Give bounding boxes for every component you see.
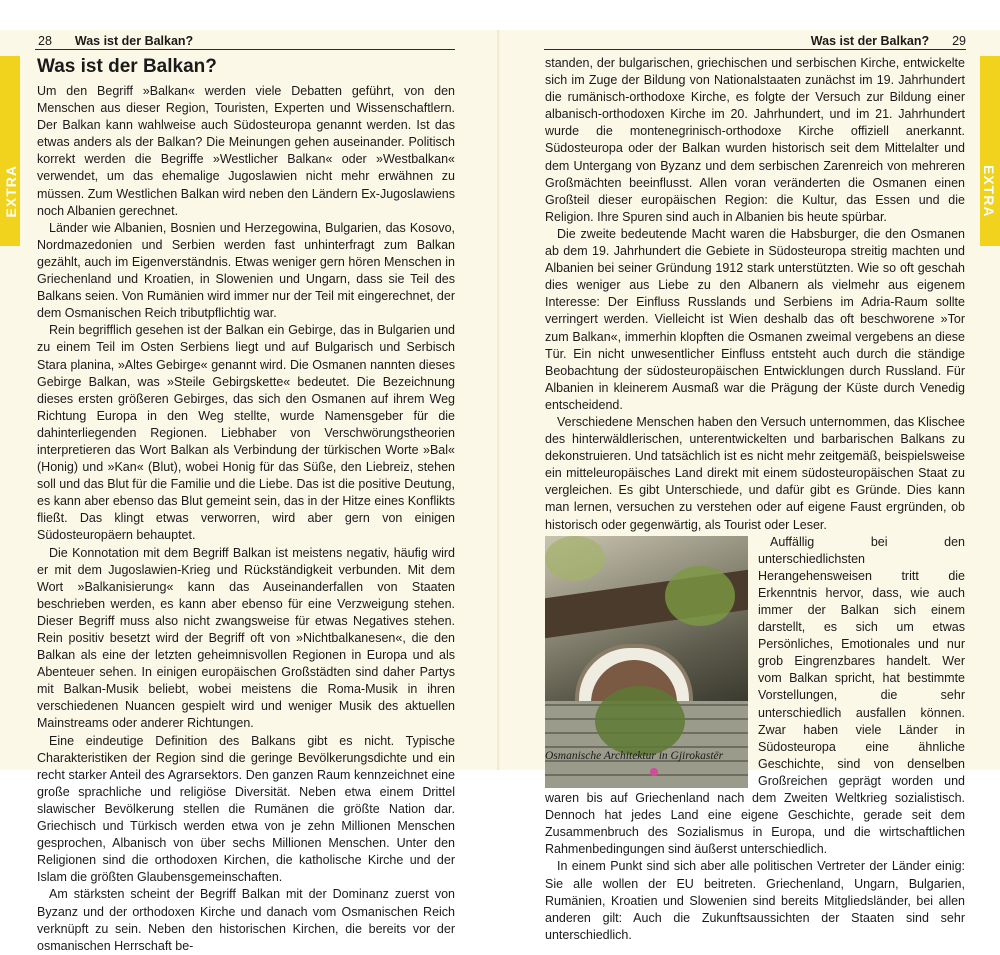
left-paragraph-6: Am stärksten scheint der Begriff Balkan mit der Dominanz zuerst von Byzanz und der orthodoxen Kirche und danach vom Osmanischen Reich verknüpft zu sein. Neben den historischen Kirchen, die bereits vor der osmanischen Herrschaft be-: [37, 887, 455, 953]
right-paragraph-2: Die zweite bedeutende Macht waren die Habsburger, die den Osmanen ab dem 19. Jahrhundert die Gebiete in Südosteuropa streitig machten und Albanien bei seiner Gründung 1912 stark unterstützten. Wie so oft geschah dies weniger aus Liebe zu den Albanern als vielmehr aus eigenem Interesse: Der Einfluss Russlands und Serbiens im Adria-Raum sollte verringert werden. Vielleicht ist Wien deshalb das oft beschworene »Tor zum Balkan«, immerhin klopften die Osmanen zweimal vergebens an diese Tür. Ein nicht unwesentlicher Einfluss entsteht auch durch die ständige Beobachtung der südosteuropäischen Entwicklungen durch Russland. Für Albanien in kleinerem Ausmaß war die Prägung der Küste durch Venedig entscheidend.: [545, 226, 965, 412]
right-text-column: [545, 55, 965, 944]
left-extra-tab-label: EXTRA: [3, 165, 19, 218]
left-header-rule: [35, 49, 455, 50]
left-running-title: Was ist der Balkan?: [74, 34, 194, 48]
left-page-number: 28: [38, 34, 52, 48]
photo-foliage: [595, 686, 685, 756]
right-extra-tab-label: EXTRA: [981, 165, 997, 218]
photo-caption-text: Osmanische Architektur in Gjirokastër: [545, 750, 724, 762]
left-paragraph-1: Um den Begriff »Balkan« werden viele Debatten geführt, von den Menschen aus dieser Region, Touristen, Experten und Wissenschaftlern. Der Balkan kann wahlweise auch Südosteuropa genannt werden. Ist das etwas anders als der Balkan? Die Meinungen gehen auseinander. Politisch korrekt werden die Begriffe »Westlicher Balkan« oder »Westbalkan« verwendet, um das ehemalige Jugoslawien nicht mehr erwähnen zu müssen. Zum Westlichen Balkan wird neben den Ländern Ex-Jugoslawiens noch Albanien gerechnet.: [37, 84, 455, 218]
photo-flower: [650, 768, 658, 776]
left-page: [0, 30, 500, 953]
right-page-header: [811, 34, 966, 50]
right-paragraph-5: In einem Punkt sind sich aber alle politischen Vertreter der Länder einig: Sie alle wollen der EU beitreten. Griechenland, Ungarn, Bulgarien, Rumänien, Kroatien und Slowenien sind bereits Mitgliedsländer, bei allen anderen gilt: Auch die Zukunftsaussichten der Staaten sind sehr unterschiedlich.: [545, 859, 965, 942]
right-paragraph-4: Auffällig bei den unterschiedlichsten Herangehensweisen tritt die Erkenntnis hervor, dass, wie auch immer der Balkan sich einem darstellt, es sich um etwas Persönliches, Emotionales und nur grob Eingrenzbares handelt. Wer vom Balkan spricht, hat bestimmte Vorstellungen, die sehr unterschiedlich ausfallen können. Zwar haben viele Länder in Südosteuropa eine ähnliche Geschichte, sind von denselben Großreichen geprägt worden und waren bis auf Griechenland nach dem Zweiten Weltkrieg sozialistisch. Dennoch hat jedes Land eine eigene Geschichte, gerade seit dem Zusammenbruch des Sozialismus in Europa, und die wirtschaftlichen Rahmenbedingungen sind äußerst unterschiedlich.: [545, 534, 965, 857]
left-extra-tab: [0, 56, 20, 246]
left-page-header: [38, 34, 193, 50]
right-page-number: 29: [952, 34, 966, 48]
left-paragraph-4: Die Konnotation mit dem Begriff Balkan ist meistens negativ, häufig wird er mit dem Jugoslawien-Krieg und Rückständigkeit verbunden. Mit dem Wort »Balkanisierung« kann das Auseinanderfallen von Staaten beschrieben werden, es kann aber ebenso für eine Verzweigung stehen. Dieser Begriff muss also nicht zwangsweise für etwas Negatives stehen. Rein positiv besetzt wird der Begriff oft von »Nichtbalkanesen«, die den Balkan als eine der letzten geheimnisvollen Regionen in Europa und als Abenteuer sehen. In einigen europäischen Großstädten sind daher Partys mit Balkan-Musik beliebt, wobei meistens die Roma-Musik in ihren verschiedenen Nuancen gespielt wird und weniger Musik des aktuellen Mainstreams oder anderer Richtungen.: [37, 545, 455, 731]
right-extra-tab: [980, 56, 1000, 246]
right-paragraph-3: Verschiedene Menschen haben den Versuch unternommen, das Klischee des hinterwäldlerischen, unterentwickelten und barbarischen Balkans zu dekonstruieren. Und tatsächlich ist es nicht mehr zeitgemäß, beispielsweise ein mitteleuropäisches Land direkt mit einem südosteuropäischen Staat zu vergleichen. Es gibt Unterschiede, und dafür gibt es Gründe. Dies kann man lernen, versuchen zu verstehen oder auf eigene Faust ergründen, ob historisch oder gegenwärtig, als Tourist oder Leser.: [545, 414, 965, 532]
article-heading: Was ist der Balkan?: [37, 56, 217, 77]
left-paragraph-3: Rein begrifflich gesehen ist der Balkan ein Gebirge, das in Bulgarien und zu einem Teil im Osten Serbiens liegt und auf Bulgarisch und Serbisch Stara planina, »Altes Gebirge« genannt wird. Die Osmanen nannten dieses Gebirge Balkan, was »Steile Gebirgskette« bedeutet. Die Bezeichnung dieses ersten größeren Gebirges, das sich den Osmanen auf ihrem Weg Richtung Europa in den Weg stellte, wurde Namensgeber für die dahinterliegenden Regionen. Liebhaber von Verschwörungstheorien interpretieren das Wort Balkan als Verbindung der türkischen Worte »Bal« (Honig) und »Kan« (Blut), wobei Honig für das Süße, den Liebreiz, stehen soll und das Blut für die Familie und die Liebe. Das ist die positive Deutung, es kann aber ebenso das Blut gemeint sein, das in der Hitze eines Konflikts fließt. Das klingt etwas verworren, wird aber gern von einigen Südosteuropäern behauptet.: [37, 323, 455, 543]
right-header-rule: [544, 49, 966, 50]
photo-foliage: [545, 536, 605, 581]
right-running-title: Was ist der Balkan?: [810, 34, 930, 48]
left-paragraph-2: Länder wie Albanien, Bosnien und Herzegowina, Bulgarien, das Kosovo, Nordmazedonien und Serbien werden fast unhinterfragt zum Balkan gezählt, auch im Eigenverständnis. Etwas weniger gern hören Menschen in Griechenland und Kroatien, in Slowenien und Ungarn, dass sie Teil des Balkans seien. Von Rumänien wird immer nur der Teil mit eingerechnet, der dem Osmanischen Reich tributpflichtig war.: [37, 220, 455, 321]
right-page: [500, 30, 1000, 942]
left-paragraph-5: Eine eindeutige Definition des Balkans gibt es nicht. Typische Charakteristiken der Region sind die geringe Bevölkerungsdichte und ein recht starker Anteil des Agrarsektors. Den ganzen Raum kennzeichnet eine große sprachliche und religiöse Diversität. Neben etwa einem Drittel slawischer Bevölkerung stellen die Rumänen die größte Nation dar. Griechisch und Türkisch werden etwa von je zehn Millionen Menschen gesprochen, Albanisch von über sechs Millionen Menschen. Unter den Religionen sind die orthodoxen Kirchen, die katholische Kirche und der Islam die größten Glaubensgemeinschaften.: [37, 733, 455, 885]
left-text-column: [37, 56, 455, 955]
photo-foliage: [665, 566, 735, 626]
right-paragraph-1: standen, der bulgarischen, griechischen und serbischen Kirche, entwickelte sich im Zuge der Bildung von Nationalstaaten zunächst im 19. Jahrhundert die rumänisch-orthodoxe Kirche, es folgte der Versuch zur Bildung einer albanisch-orthodoxen Kirche im 20. Jahrhundert, und im 21. Jahrhundert wurde die montenegrinisch-orthodoxe Kirche offiziell anerkannt. Südosteuropa oder der Balkan wurden historisch seit dem Mittelalter und dem Untergang von Byzanz und dem serbischen Zarenreich von mehreren Großmächten beeinflusst. Allen voran veränderten die Osmanen einen Großteil dieser europäischen Region: die Kultur, das Essen und die Religion. Ihre Spuren sind auch in Albanien bis heute spürbar.: [545, 56, 965, 224]
